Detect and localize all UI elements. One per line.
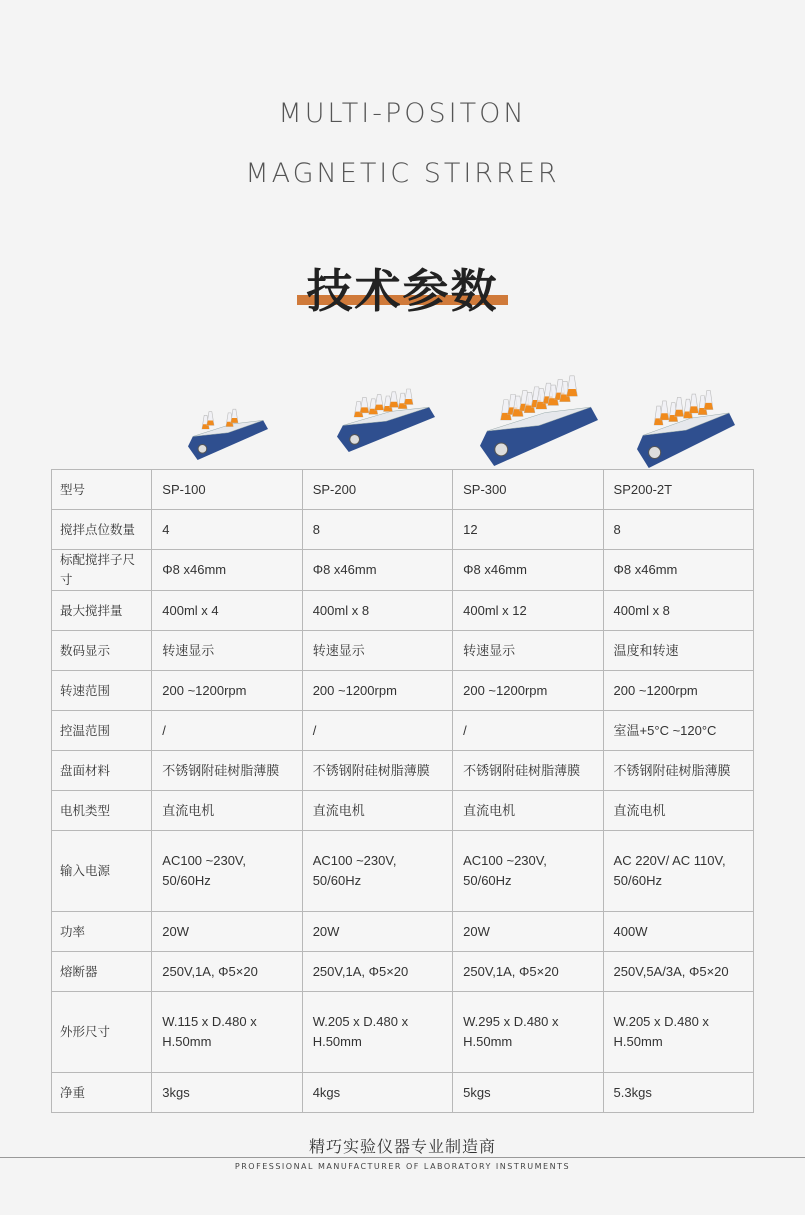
device-images [0,370,805,470]
table-cell: 250V,1A, Φ5×20 [152,952,302,992]
product-title-line2: MAGNETIC STIRRER [245,158,560,189]
table-cell: 250V,1A, Φ5×20 [302,952,452,992]
table-cell: / [152,711,302,751]
table-cell: 4kgs [302,1073,452,1113]
table-cell: 20W [453,912,603,952]
table-cell: SP200-2T [603,470,753,510]
table-cell: 室温+5°C ~120°C [603,711,753,751]
table-row [52,791,754,831]
table-cell: 200 ~1200rpm [603,671,753,711]
table-cell: 250V,5A/3A, Φ5×20 [603,952,753,992]
table-row [52,550,754,591]
table-cell: 直流电机 [453,791,603,831]
product-title-line1: MULTI-POSITON [278,98,527,129]
device-image-sp200-2t [637,382,735,468]
table-cell: 12 [453,510,603,550]
table-cell: W.115 x D.480 x H.50mm [152,992,302,1073]
table-cell: SP-100 [152,470,302,510]
table-row [52,992,754,1073]
table-cell: 转速显示 [453,631,603,671]
table-cell: Φ8 x46mm [152,550,302,591]
footer-divider [0,1157,805,1158]
table-cell: 8 [302,510,452,550]
table-cell: SP-300 [453,470,603,510]
table-cell: SP-200 [302,470,452,510]
table-cell: 400ml x 8 [603,591,753,631]
table-cell: 直流电机 [152,791,302,831]
row-label: 标配搅拌子尺寸 [52,550,152,591]
table-row [52,631,754,671]
table-cell: 20W [302,912,452,952]
table-cell: Φ8 x46mm [453,550,603,591]
table-row [52,470,754,510]
row-label: 熔断器 [52,952,152,992]
row-label: 盘面材料 [52,751,152,791]
row-label: 外形尺寸 [52,992,152,1073]
table-row [52,952,754,992]
table-row [52,1073,754,1113]
table-cell: 不锈钢附硅树脂薄膜 [453,751,603,791]
table-cell: 400ml x 8 [302,591,452,631]
row-label: 型号 [52,470,152,510]
table-row [52,711,754,751]
table-cell: W.205 x D.480 x H.50mm [603,992,753,1073]
table-cell: Φ8 x46mm [603,550,753,591]
table-cell: 20W [152,912,302,952]
table-cell: AC 220V/ AC 110V, 50/60Hz [603,831,753,912]
table-cell: W.205 x D.480 x H.50mm [302,992,452,1073]
table-row [52,831,754,912]
table-cell: 400ml x 12 [453,591,603,631]
table-cell: W.295 x D.480 x H.50mm [453,992,603,1073]
row-label: 最大搅拌量 [52,591,152,631]
table-cell: 不锈钢附硅树脂薄膜 [603,751,753,791]
table-cell: 4 [152,510,302,550]
table-cell: Φ8 x46mm [302,550,452,591]
device-image-sp-300 [480,374,598,466]
table-row [52,912,754,952]
row-label: 控温范围 [52,711,152,751]
table-cell: AC100 ~230V, 50/60Hz [152,831,302,912]
section-title: 技术参数 [306,264,499,318]
table-cell: 8 [603,510,753,550]
table-cell: 400W [603,912,753,952]
table-cell: 温度和转速 [603,631,753,671]
table-cell: 400ml x 4 [152,591,302,631]
table-cell: 5.3kgs [603,1073,753,1113]
table-cell: 转速显示 [302,631,452,671]
device-image-sp-200 [337,382,435,452]
table-cell: 3kgs [152,1073,302,1113]
row-label: 数码显示 [52,631,152,671]
spec-table [51,469,754,1113]
footer-company-cn: 精巧实验仪器专业制造商 [308,1137,496,1156]
table-cell: AC100 ~230V, 50/60Hz [302,831,452,912]
table-cell: / [453,711,603,751]
table-row [52,671,754,711]
row-label: 输入电源 [52,831,152,912]
table-cell: 直流电机 [603,791,753,831]
table-row [52,751,754,791]
table-cell: 不锈钢附硅树脂薄膜 [152,751,302,791]
table-cell: 不锈钢附硅树脂薄膜 [302,751,452,791]
row-label: 净重 [52,1073,152,1113]
table-cell: 5kgs [453,1073,603,1113]
table-cell: 200 ~1200rpm [302,671,452,711]
table-cell: 转速显示 [152,631,302,671]
table-cell: / [302,711,452,751]
table-row [52,591,754,631]
footer-company-en: PROFESSIONAL MANUFACTURER OF LABORATORY INSTRUMENTS [234,1162,571,1171]
row-label: 搅拌点位数量 [52,510,152,550]
table-cell: 250V,1A, Φ5×20 [453,952,603,992]
table-cell: 直流电机 [302,791,452,831]
table-cell: 200 ~1200rpm [152,671,302,711]
table-cell: 200 ~1200rpm [453,671,603,711]
row-label: 电机类型 [52,791,152,831]
table-cell: AC100 ~230V, 50/60Hz [453,831,603,912]
row-label: 功率 [52,912,152,952]
table-row [52,510,754,550]
row-label: 转速范围 [52,671,152,711]
device-image-sp-100 [188,398,268,460]
